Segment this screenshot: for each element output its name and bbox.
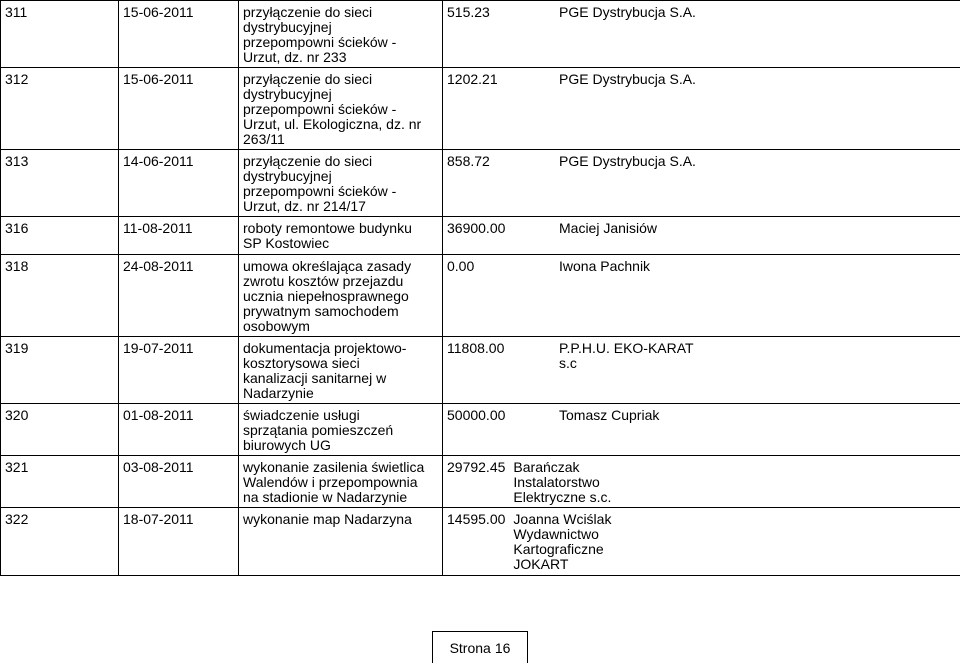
table-row bbox=[1, 337, 960, 404]
entry-date: 24-08-2011 bbox=[119, 255, 239, 337]
entry-amount: 11808.00 bbox=[447, 340, 505, 356]
entry-date: 15-06-2011 bbox=[119, 68, 239, 150]
entry-amount: 0.00 bbox=[447, 258, 475, 274]
entry-contractor: Iwona Pachnik bbox=[559, 258, 651, 274]
entry-amount-party bbox=[443, 150, 960, 217]
table-row bbox=[1, 255, 960, 337]
entry-contractor: PGE Dystrybucja S.A. bbox=[559, 71, 696, 87]
entry-amount: 36900.00 bbox=[447, 220, 506, 236]
entry-number: 320 bbox=[1, 404, 119, 456]
table-row bbox=[1, 456, 960, 508]
entry-number: 311 bbox=[1, 1, 119, 68]
entry-number: 316 bbox=[1, 217, 119, 255]
entry-date: 18-07-2011 bbox=[119, 508, 239, 576]
entry-amount: 858.72 bbox=[447, 153, 490, 169]
table-row bbox=[1, 150, 960, 217]
entry-amount-party bbox=[443, 337, 960, 404]
entry-description: dokumentacja projektowo- kosztorysowa sieci kanalizacji sanitarnej w Nadarzynie bbox=[239, 337, 443, 404]
page-number: 16 bbox=[494, 640, 511, 656]
entry-date: 15-06-2011 bbox=[119, 1, 239, 68]
entry-date: 19-07-2011 bbox=[119, 337, 239, 404]
entry-contractor: PGE Dystrybucja S.A. bbox=[559, 4, 696, 20]
entry-description: przyłączenie do sieci dystrybucyjnej przepompowni ścieków - Urzut, dz. nr 214/17 bbox=[239, 150, 443, 217]
entry-amount: 515.23 bbox=[447, 4, 490, 20]
entry-amount-party bbox=[443, 255, 960, 337]
entry-date: 03-08-2011 bbox=[119, 456, 239, 508]
entry-description: roboty remontowe budynku SP Kostowiec bbox=[239, 217, 443, 255]
entry-amount-party bbox=[443, 456, 960, 508]
entry-contractor: PGE Dystrybucja S.A. bbox=[559, 153, 696, 169]
entry-contractor: Maciej Janisiów bbox=[559, 220, 658, 236]
entry-amount-party bbox=[443, 217, 960, 255]
entry-number: 312 bbox=[1, 68, 119, 150]
entry-description: świadczenie usługi sprzątania pomieszczeń biurowych UG bbox=[239, 404, 443, 456]
table-row bbox=[1, 68, 960, 150]
entry-contractor: Joanna Wciślak Wydawnictwo Kartograficzne JOKART bbox=[513, 511, 612, 572]
entry-description: wykonanie zasilenia świetlica Walendów i przepompownia na stadionie w Nadarzynie bbox=[239, 456, 443, 508]
entry-date: 01-08-2011 bbox=[119, 404, 239, 456]
entry-description: umowa określająca zasady zwrotu kosztów przejazdu ucznia niepełnosprawnego prywatnym samochodem osobowym bbox=[239, 255, 443, 337]
entry-amount: 1202.21 bbox=[447, 71, 498, 87]
entry-amount-party bbox=[443, 404, 960, 456]
entry-number: 313 bbox=[1, 150, 119, 217]
entry-date: 11-08-2011 bbox=[119, 217, 239, 255]
entry-date: 14-06-2011 bbox=[119, 150, 239, 217]
entry-amount: 50000.00 bbox=[447, 407, 506, 423]
entry-number: 319 bbox=[1, 337, 119, 404]
entry-description: wykonanie map Nadarzyna bbox=[239, 508, 443, 576]
entry-number: 318 bbox=[1, 255, 119, 337]
entry-number: 321 bbox=[1, 456, 119, 508]
register-rows bbox=[1, 1, 960, 576]
entry-description: przyłączenie do sieci dystrybucyjnej przepompowni ścieków - Urzut, ul. Ekologiczna, dz. nr 263/11 bbox=[239, 68, 443, 150]
entry-description: przyłączenie do sieci dystrybucyjnej przepompowni ścieków - Urzut, dz. nr 233 bbox=[239, 1, 443, 68]
entry-contractor: Barańczak Instalatorstwo Elektryczne s.c. bbox=[513, 459, 612, 505]
entry-amount: 14595.00 bbox=[447, 511, 506, 527]
page-footer bbox=[432, 631, 528, 663]
entry-contractor: Tomasz Cupriak bbox=[559, 407, 660, 423]
entry-amount-party bbox=[443, 1, 960, 68]
entry-amount-party bbox=[443, 68, 960, 150]
page-label: Strona bbox=[449, 640, 491, 656]
table-row bbox=[1, 404, 960, 456]
entry-contractor: P.P.H.U. EKO-KARAT s.c bbox=[559, 340, 694, 371]
table-row bbox=[1, 508, 960, 576]
entry-amount: 29792.45 bbox=[447, 459, 506, 475]
entry-number: 322 bbox=[1, 508, 119, 576]
table-row bbox=[1, 1, 960, 68]
entry-amount-party bbox=[443, 508, 960, 576]
table-row bbox=[1, 217, 960, 255]
